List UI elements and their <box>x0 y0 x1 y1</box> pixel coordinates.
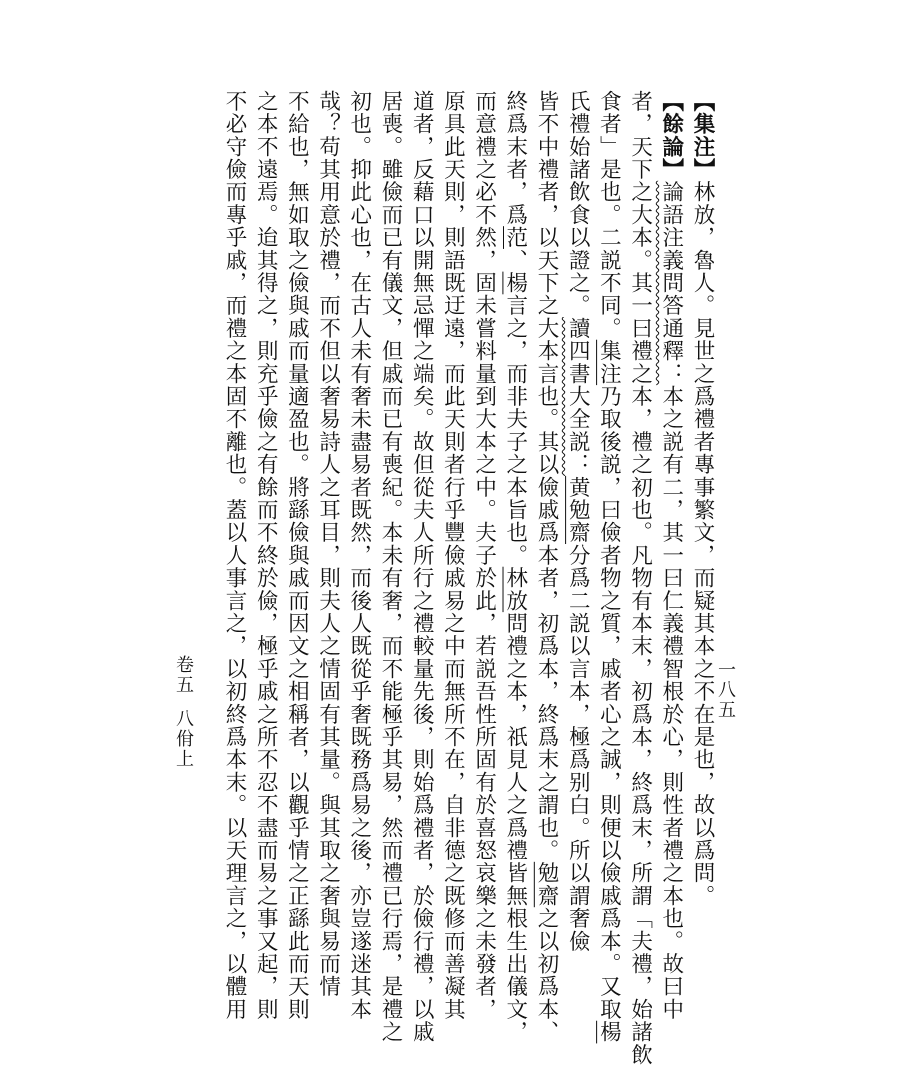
chapter-label: 八佾上 <box>173 709 194 769</box>
text-segment: 而意禮之必不然，固未嘗料量到大本之中。夫子於此，若説吾性所固有於喜怒哀樂之未發者， <box>471 90 497 1021</box>
text-column <box>686 90 718 908</box>
text-column <box>312 90 344 998</box>
text-segment: 問禮之本，祇見人之爲禮皆無根生出儀文， <box>502 612 528 1044</box>
text-column <box>436 90 468 1021</box>
text-segment: 氏禮始諸飲食以證之。 <box>565 90 591 317</box>
text-column <box>343 90 375 1021</box>
text-segment: 不必守儉而專乎戚，而禮之本固不離也。蓋以人事言之，以初終爲本末。以天理言之，以體用 <box>222 90 247 1021</box>
text-column <box>624 90 656 1066</box>
text-column <box>405 90 437 1044</box>
text-segment: 集注 <box>596 339 622 386</box>
text-segment: 本之説有二，其一曰仁義禮智根於心，則性者禮之本也。故曰中 <box>658 385 684 1021</box>
text-segment: 哉？苟其用意於禮，而不但以奢易詩人之耳目，則夫人之情固有其量。與其取之奢與易而情 <box>315 90 341 998</box>
text-segment: 之以初爲本、 <box>534 907 559 1044</box>
text-segment: 居喪。雖儉而已有儀文，但戚而已有喪紀。本未有奢，而不能極乎其易，然而禮已行焉，是禮之 <box>378 90 403 1044</box>
text-segment: 讀四書大全説： <box>565 317 591 476</box>
text-segment: 終爲末者，爲 <box>502 90 528 227</box>
text-column <box>249 90 281 1021</box>
text-segment: 乃取後説，曰儉者物之質，戚者心之誠，則便以儉戚爲本。又取 <box>596 385 622 1021</box>
text-column <box>280 90 312 1021</box>
text-segment: 之本不遠焉。迨其得之，則充乎儉之有餘而不終於儉，極乎戚之所不忍不盡而易之事又起，則 <box>253 90 279 1021</box>
running-head <box>170 655 196 769</box>
text-segment: 道者，反藉口以開無忌憚之端矣。故但從夫人所行之禮較量先後，則始爲禮者，於儉行禮，以戚 <box>409 90 435 1044</box>
text-segment: 勉齋 <box>534 861 559 908</box>
text-segment: 食者」是也。二説不同。 <box>596 90 622 340</box>
text-column <box>592 90 624 1044</box>
text-segment: 初也。抑此心也，在古人未有奢未盡易者既然，而後人既從乎奢既務爲易之後，亦豈遂迷其本 <box>346 90 372 1021</box>
text-segment: 楊 <box>502 271 528 295</box>
text-segment: 言之，而非夫子之本旨也。 <box>502 294 528 567</box>
text-segment: 不給也，無如取之儉與戚而量適盈也。將繇儉與戚而因文之相稱者，以觀乎情之正繇此而天則 <box>284 90 310 1021</box>
text-segment: 原具此天則，則語既迂遠，而此天則者行乎豐儉戚易之中而無所不在，自非德之既修而善凝其 <box>440 90 466 1021</box>
text-column <box>374 90 406 1044</box>
text-segment: 黄勉齋 <box>565 475 591 545</box>
text-segment: 、 <box>502 248 528 272</box>
text-column <box>218 90 250 1021</box>
text-column <box>468 90 500 1021</box>
text-column <box>499 90 531 1044</box>
text-segment: 林放 <box>502 566 528 613</box>
text-segment: 論語注義問答通釋： <box>658 180 684 386</box>
text-segment: 分爲二説以言本，極爲别白。所以謂奢儉 <box>565 544 591 953</box>
text-segment: 者，天下之大本。其一曰禮之本，禮之初也。凡物有本末，初爲本，終爲末，所謂「夫禮，始諸飲 <box>627 90 653 1066</box>
text-column <box>530 90 562 1044</box>
volume-label: 卷五 <box>173 655 194 695</box>
text-column <box>561 90 593 953</box>
text-segment: 林放，魯人。見世之爲禮者專事繁文，而疑其本之不在是也，故以爲問。 <box>690 180 715 908</box>
text-segment: 范 <box>502 226 528 249</box>
text-segment: 【集注】 <box>690 90 715 181</box>
text-segment: 皆不中禮者，以天下之大本言也。其以儉戚爲本者，初爲本，終爲末之謂也。 <box>534 90 559 862</box>
text-segment: 【餘論】 <box>658 90 684 181</box>
page-number: 一八五 <box>715 660 736 720</box>
text-segment: 楊 <box>596 1020 622 1044</box>
text-column <box>655 90 687 1021</box>
